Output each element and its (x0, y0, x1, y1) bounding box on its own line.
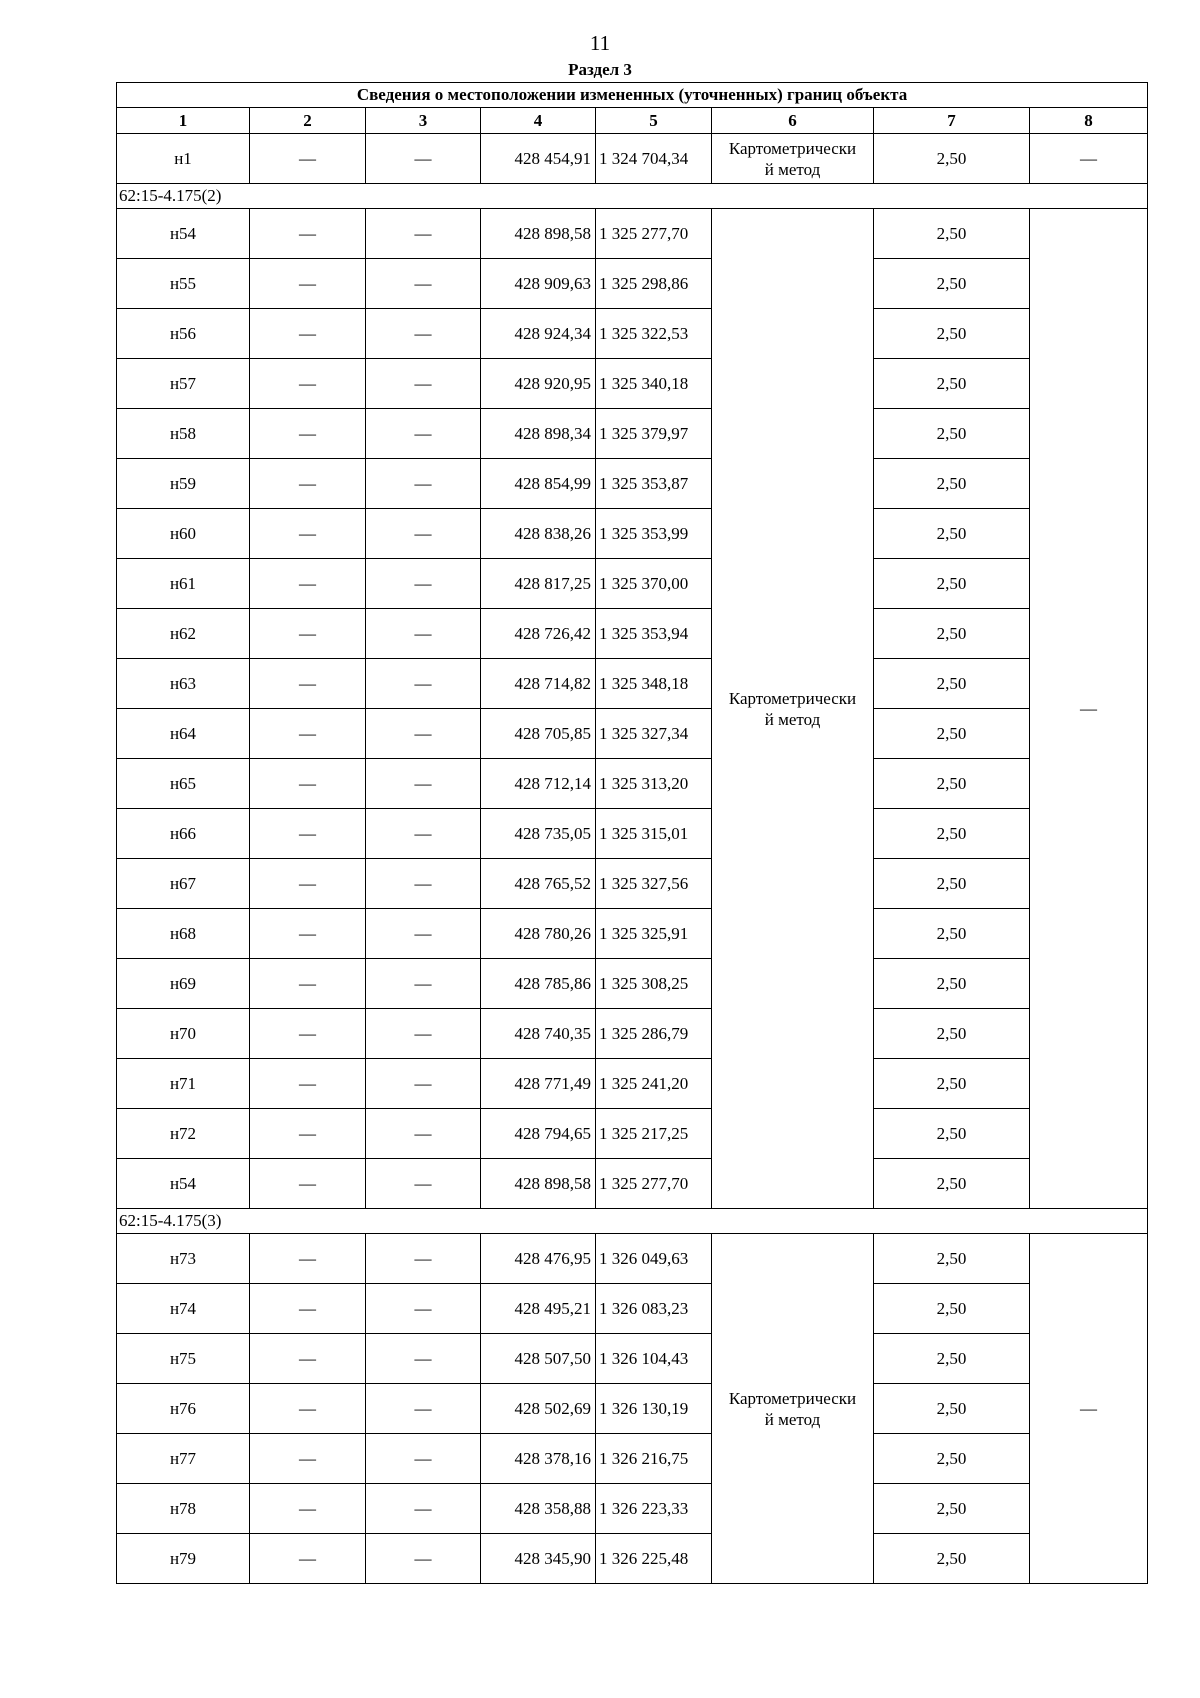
empty-dash: — (366, 1484, 481, 1534)
empty-dash: — (250, 1159, 366, 1209)
accuracy: 2,50 (874, 1534, 1030, 1584)
table-row (117, 1284, 1148, 1334)
method-line: й метод (764, 709, 821, 729)
coord-y: 1 326 225,48 (596, 1534, 712, 1584)
empty-dash: — (250, 1384, 366, 1434)
method-line: Картометрически (728, 138, 857, 158)
empty-dash: — (366, 1009, 481, 1059)
table-row (117, 759, 1148, 809)
empty-dash: — (250, 909, 366, 959)
empty-dash: — (366, 1234, 481, 1284)
accuracy: 2,50 (874, 1159, 1030, 1209)
accuracy: 2,50 (874, 609, 1030, 659)
empty-dash: — (250, 809, 366, 859)
coord-x: 428 771,49 (481, 1059, 596, 1109)
point-name: н66 (117, 809, 250, 859)
accuracy: 2,50 (874, 359, 1030, 409)
table-header-row (117, 108, 1148, 134)
coord-y: 1 325 322,53 (596, 309, 712, 359)
coord-x: 428 378,16 (481, 1434, 596, 1484)
empty-dash: — (366, 1109, 481, 1159)
empty-dash: — (366, 1059, 481, 1109)
point-name: н56 (117, 309, 250, 359)
table-row (117, 859, 1148, 909)
table-row (117, 1059, 1148, 1109)
point-name: н79 (117, 1534, 250, 1584)
accuracy: 2,50 (874, 1109, 1030, 1159)
point-name: н72 (117, 1109, 250, 1159)
coord-x: 428 920,95 (481, 359, 596, 409)
empty-dash: — (366, 134, 481, 184)
column-header: 6 (712, 108, 874, 134)
empty-dash: — (250, 359, 366, 409)
point-name: н54 (117, 1159, 250, 1209)
accuracy: 2,50 (874, 1009, 1030, 1059)
coord-y: 1 325 315,01 (596, 809, 712, 859)
empty-dash: — (250, 1059, 366, 1109)
coord-y: 1 326 130,19 (596, 1384, 712, 1434)
table-row (117, 609, 1148, 659)
coord-y: 1 325 241,20 (596, 1059, 712, 1109)
point-name: н63 (117, 659, 250, 709)
group-row (117, 1209, 1148, 1234)
accuracy: 2,50 (874, 559, 1030, 609)
method-line: Картометрически (728, 688, 857, 708)
coord-x: 428 924,34 (481, 309, 596, 359)
accuracy: 2,50 (874, 909, 1030, 959)
coord-y: 1 325 353,87 (596, 459, 712, 509)
empty-dash: — (250, 759, 366, 809)
accuracy: 2,50 (874, 959, 1030, 1009)
empty-dash: — (366, 759, 481, 809)
table-caption-row (117, 83, 1148, 108)
coord-x: 428 909,63 (481, 259, 596, 309)
point-name: н67 (117, 859, 250, 909)
table-row (117, 659, 1148, 709)
accuracy: 2,50 (874, 134, 1030, 184)
point-name: н54 (117, 209, 250, 259)
coord-x: 428 345,90 (481, 1534, 596, 1584)
accuracy: 2,50 (874, 1484, 1030, 1534)
coord-y: 1 325 370,00 (596, 559, 712, 609)
point-name: н75 (117, 1334, 250, 1384)
table-body (117, 83, 1148, 1584)
accuracy: 2,50 (874, 709, 1030, 759)
empty-dash: — (366, 259, 481, 309)
empty-dash: — (250, 459, 366, 509)
empty-dash: — (366, 359, 481, 409)
column-header: 4 (481, 108, 596, 134)
coord-x: 428 502,69 (481, 1384, 596, 1434)
coord-y: 1 325 327,56 (596, 859, 712, 909)
table-row (117, 909, 1148, 959)
group-label: 62:15-4.175(3) (117, 1209, 1148, 1234)
accuracy: 2,50 (874, 1334, 1030, 1384)
empty-dash: — (250, 1234, 366, 1284)
empty-dash: — (250, 409, 366, 459)
empty-dash: — (250, 1334, 366, 1384)
coord-y: 1 325 308,25 (596, 959, 712, 1009)
accuracy: 2,50 (874, 459, 1030, 509)
table-row (117, 259, 1148, 309)
empty-dash: — (1030, 134, 1148, 184)
empty-dash: — (250, 1484, 366, 1534)
accuracy: 2,50 (874, 209, 1030, 259)
column-header: 3 (366, 108, 481, 134)
point-name: н1 (117, 134, 250, 184)
point-name: н60 (117, 509, 250, 559)
coord-x: 428 735,05 (481, 809, 596, 859)
group-row (117, 184, 1148, 209)
empty-dash: — (366, 959, 481, 1009)
empty-dash: — (366, 1384, 481, 1434)
table-row (117, 1159, 1148, 1209)
coord-x: 428 854,99 (481, 459, 596, 509)
table-row (117, 559, 1148, 609)
column-header: 7 (874, 108, 1030, 134)
group-label: 62:15-4.175(2) (117, 184, 1148, 209)
empty-dash: — (250, 659, 366, 709)
coord-y: 1 326 104,43 (596, 1334, 712, 1384)
table-row (117, 1009, 1148, 1059)
table-row (117, 1384, 1148, 1434)
coord-y: 1 326 223,33 (596, 1484, 712, 1534)
coord-y: 1 326 049,63 (596, 1234, 712, 1284)
empty-dash: — (1030, 209, 1148, 1209)
accuracy: 2,50 (874, 1384, 1030, 1434)
page-number: 11 (589, 31, 611, 55)
empty-dash: — (1030, 1234, 1148, 1584)
coord-x: 428 495,21 (481, 1284, 596, 1334)
coord-y: 1 326 083,23 (596, 1284, 712, 1334)
empty-dash: — (250, 509, 366, 559)
point-name: н73 (117, 1234, 250, 1284)
accuracy: 2,50 (874, 1059, 1030, 1109)
coord-y: 1 325 348,18 (596, 659, 712, 709)
table-row (117, 1534, 1148, 1584)
empty-dash: — (250, 709, 366, 759)
empty-dash: — (366, 1534, 481, 1584)
coord-y: 1 325 353,94 (596, 609, 712, 659)
method-line: й метод (764, 159, 821, 179)
method-cell (712, 209, 874, 1209)
empty-dash: — (366, 1434, 481, 1484)
empty-dash: — (250, 209, 366, 259)
accuracy: 2,50 (874, 759, 1030, 809)
coord-y: 1 326 216,75 (596, 1434, 712, 1484)
point-name: н65 (117, 759, 250, 809)
coord-y: 1 325 286,79 (596, 1009, 712, 1059)
table-row (117, 809, 1148, 859)
coord-x: 428 507,50 (481, 1334, 596, 1384)
empty-dash: — (250, 1534, 366, 1584)
method-line: Картометрически (728, 1388, 857, 1408)
empty-dash: — (366, 659, 481, 709)
coord-x: 428 358,88 (481, 1484, 596, 1534)
accuracy: 2,50 (874, 509, 1030, 559)
coord-x: 428 714,82 (481, 659, 596, 709)
accuracy: 2,50 (874, 259, 1030, 309)
coord-y: 1 325 325,91 (596, 909, 712, 959)
table-row (117, 1109, 1148, 1159)
empty-dash: — (366, 209, 481, 259)
accuracy: 2,50 (874, 809, 1030, 859)
coord-x: 428 780,26 (481, 909, 596, 959)
point-name: н68 (117, 909, 250, 959)
point-name: н61 (117, 559, 250, 609)
point-name: н59 (117, 459, 250, 509)
coord-x: 428 765,52 (481, 859, 596, 909)
coord-x: 428 898,58 (481, 1159, 596, 1209)
point-name: н77 (117, 1434, 250, 1484)
empty-dash: — (366, 859, 481, 909)
empty-dash: — (250, 259, 366, 309)
coord-x: 428 785,86 (481, 959, 596, 1009)
empty-dash: — (366, 709, 481, 759)
accuracy: 2,50 (874, 659, 1030, 709)
coord-x: 428 794,65 (481, 1109, 596, 1159)
coord-y: 1 325 217,25 (596, 1109, 712, 1159)
point-name: н55 (117, 259, 250, 309)
empty-dash: — (366, 309, 481, 359)
table-row (117, 309, 1148, 359)
empty-dash: — (250, 1434, 366, 1484)
point-name: н76 (117, 1384, 250, 1434)
coord-y: 1 325 277,70 (596, 1159, 712, 1209)
coord-x: 428 898,34 (481, 409, 596, 459)
empty-dash: — (366, 559, 481, 609)
table-row (117, 1484, 1148, 1534)
accuracy: 2,50 (874, 309, 1030, 359)
table-row (117, 459, 1148, 509)
empty-dash: — (250, 559, 366, 609)
empty-dash: — (366, 1334, 481, 1384)
accuracy: 2,50 (874, 859, 1030, 909)
coord-y: 1 324 704,34 (596, 134, 712, 184)
empty-dash: — (366, 909, 481, 959)
table-row (117, 209, 1148, 259)
point-name: н74 (117, 1284, 250, 1334)
accuracy: 2,50 (874, 1234, 1030, 1284)
coord-x: 428 898,58 (481, 209, 596, 259)
coord-x: 428 726,42 (481, 609, 596, 659)
column-header: 1 (117, 108, 250, 134)
table-row (117, 709, 1148, 759)
empty-dash: — (250, 1284, 366, 1334)
coord-x: 428 476,95 (481, 1234, 596, 1284)
table-row (117, 509, 1148, 559)
coord-x: 428 817,25 (481, 559, 596, 609)
boundary-points-table (116, 82, 1148, 1584)
empty-dash: — (250, 309, 366, 359)
coord-x: 428 705,85 (481, 709, 596, 759)
point-name: н64 (117, 709, 250, 759)
table-row (117, 1234, 1148, 1284)
table-row (117, 359, 1148, 409)
method-cell (712, 134, 874, 184)
coord-y: 1 325 277,70 (596, 209, 712, 259)
accuracy: 2,50 (874, 409, 1030, 459)
empty-dash: — (250, 609, 366, 659)
coord-x: 428 740,35 (481, 1009, 596, 1059)
empty-dash: — (366, 509, 481, 559)
method-cell (712, 1234, 874, 1584)
coord-x: 428 454,91 (481, 134, 596, 184)
empty-dash: — (250, 859, 366, 909)
coord-y: 1 325 379,97 (596, 409, 712, 459)
point-name: н69 (117, 959, 250, 1009)
point-name: н62 (117, 609, 250, 659)
accuracy: 2,50 (874, 1284, 1030, 1334)
empty-dash: — (250, 1009, 366, 1059)
coord-y: 1 325 327,34 (596, 709, 712, 759)
method-line: й метод (764, 1409, 821, 1429)
empty-dash: — (366, 809, 481, 859)
coord-y: 1 325 353,99 (596, 509, 712, 559)
coord-y: 1 325 298,86 (596, 259, 712, 309)
point-name: н71 (117, 1059, 250, 1109)
empty-dash: — (250, 959, 366, 1009)
empty-dash: — (366, 609, 481, 659)
empty-dash: — (366, 1284, 481, 1334)
empty-dash: — (366, 409, 481, 459)
column-header: 2 (250, 108, 366, 134)
point-name: н78 (117, 1484, 250, 1534)
coord-y: 1 325 313,20 (596, 759, 712, 809)
empty-dash: — (250, 134, 366, 184)
table-caption: Сведения о местоположении измененных (уточненных) границ объекта (117, 83, 1148, 108)
section-title: Раздел 3 (568, 60, 632, 79)
column-header: 8 (1030, 108, 1148, 134)
table-row (117, 1334, 1148, 1384)
point-name: н70 (117, 1009, 250, 1059)
coord-y: 1 325 340,18 (596, 359, 712, 409)
point-name: н58 (117, 409, 250, 459)
empty-dash: — (366, 459, 481, 509)
table-row (117, 959, 1148, 1009)
table-row (117, 409, 1148, 459)
table-row (117, 134, 1148, 184)
empty-dash: — (366, 1159, 481, 1209)
accuracy: 2,50 (874, 1434, 1030, 1484)
point-name: н57 (117, 359, 250, 409)
column-header: 5 (596, 108, 712, 134)
table-row (117, 1434, 1148, 1484)
coord-x: 428 712,14 (481, 759, 596, 809)
empty-dash: — (250, 1109, 366, 1159)
coord-x: 428 838,26 (481, 509, 596, 559)
